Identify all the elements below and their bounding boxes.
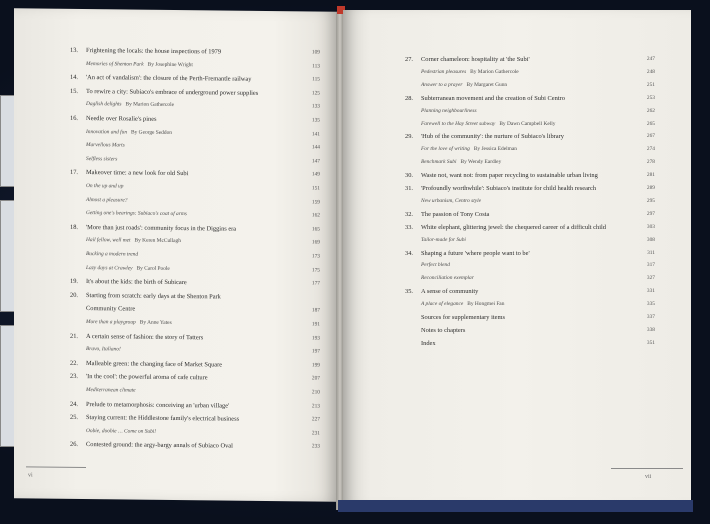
entry-title bbox=[421, 198, 481, 204]
entry-title bbox=[421, 172, 598, 179]
toc-chapter-entry bbox=[64, 115, 320, 127]
page-number: 295 bbox=[646, 197, 655, 204]
entry-title bbox=[86, 428, 156, 435]
entry-title bbox=[421, 288, 478, 295]
folio-rule bbox=[26, 466, 86, 468]
toc-chapter-entry bbox=[399, 95, 655, 104]
entry-title-text: Answer to a prayer bbox=[421, 81, 463, 88]
chapter-number: 22. bbox=[70, 359, 78, 367]
entry-title-text: A certain sense of fashion: the story of Tatters bbox=[86, 332, 204, 341]
toc-sub-entry bbox=[64, 346, 320, 358]
entry-title bbox=[421, 250, 530, 257]
entry-title bbox=[86, 278, 187, 286]
entry-title bbox=[86, 265, 170, 272]
page-number: 177 bbox=[311, 280, 320, 287]
entry-title bbox=[86, 210, 187, 217]
right-page bbox=[343, 10, 691, 505]
entry-title bbox=[421, 314, 505, 321]
chapter-number: 17. bbox=[70, 169, 78, 177]
page-number: 133 bbox=[311, 103, 320, 110]
entry-title-text: Pedestrian pleasures bbox=[421, 68, 467, 75]
page-number: 191 bbox=[311, 321, 320, 328]
entry-author: By George Seddon bbox=[131, 129, 172, 136]
entry-title-text: Sources for supplementary items bbox=[421, 314, 505, 321]
chapter-number: 15. bbox=[70, 87, 78, 95]
page-number: 274 bbox=[646, 146, 655, 153]
entry-title bbox=[86, 88, 258, 97]
page-number: 317 bbox=[646, 262, 655, 269]
entry-title-text: Staying current: the Hiddlestone family's electrical business bbox=[86, 414, 240, 423]
entry-title bbox=[421, 121, 555, 127]
entry-title bbox=[86, 441, 233, 450]
page-number: 303 bbox=[646, 223, 655, 230]
entry-title-text: Bucking a modern trend bbox=[86, 251, 139, 258]
entry-title bbox=[421, 146, 517, 152]
entry-title-text: Subterranean movement and the creation of Subi Centro bbox=[421, 94, 565, 102]
entry-title-text: 'More than just roads': community focus in the Diggins era bbox=[86, 223, 237, 233]
toc-chapter-entry bbox=[64, 278, 320, 290]
toc-sub-entry bbox=[64, 251, 320, 263]
toc-sub-entry bbox=[399, 146, 655, 155]
toc-chapter-entry bbox=[64, 360, 320, 372]
entry-title-text: Corner chameleon: hospitality at 'the Subi' bbox=[421, 56, 530, 63]
page-number: 193 bbox=[311, 335, 320, 342]
entry-author: By Jessica Edelman bbox=[473, 146, 517, 153]
entry-title-text: White elephant, glittering jewel: the chequered career of a difficult child bbox=[421, 223, 606, 231]
entry-title-text: Frightening the locals: the house inspections of 1979 bbox=[86, 47, 222, 56]
chapter-number: 26. bbox=[70, 441, 78, 449]
toc-sub-entry bbox=[64, 60, 320, 72]
entry-author: By Dawn Campbell Kelly bbox=[499, 120, 556, 127]
page-number: 113 bbox=[312, 63, 320, 70]
entry-title-text: Notes to chapters bbox=[421, 326, 466, 334]
page-number: 162 bbox=[311, 212, 320, 219]
entry-title bbox=[421, 327, 465, 334]
folio-rule bbox=[611, 468, 683, 469]
toc-chapter-entry bbox=[64, 224, 320, 236]
entry-title bbox=[421, 301, 504, 307]
entry-title bbox=[86, 251, 138, 258]
entry-title-text: To rewire a city: Subiaco's embrace of underground power supplies bbox=[86, 87, 259, 97]
entry-title-text: 'An act of vandalism': the closure of the Perth-Fremantle railway bbox=[86, 74, 252, 83]
entry-title-text: Bravo, Italiano! bbox=[86, 346, 121, 353]
toc-chapter-entry bbox=[399, 185, 655, 194]
toc-chapter-entry bbox=[64, 373, 320, 385]
toc-chapter-entry bbox=[399, 314, 655, 323]
entry-title-text: Selfless sisters bbox=[86, 155, 118, 163]
chapter-number: 29. bbox=[405, 133, 413, 141]
entry-title-text: Shaping a future 'where people want to be' bbox=[421, 249, 530, 257]
page-number: 289 bbox=[646, 185, 655, 191]
entry-title bbox=[421, 237, 466, 243]
toc-chapter-entry bbox=[64, 400, 320, 412]
entry-title bbox=[421, 108, 477, 114]
toc-chapter-entry bbox=[399, 250, 655, 259]
page-number: 247 bbox=[646, 56, 655, 62]
entry-title bbox=[86, 169, 188, 177]
entry-title-text: Oobie, doobie … Come on Subi! bbox=[86, 427, 157, 435]
entry-author: By Margaret Gunn bbox=[466, 81, 508, 88]
entry-title bbox=[86, 373, 208, 381]
page-number: 141 bbox=[311, 131, 320, 138]
entry-title-text: Index bbox=[421, 339, 436, 347]
toc-sub-entry bbox=[399, 121, 655, 130]
page-folio: vii bbox=[645, 474, 652, 480]
entry-title bbox=[421, 82, 507, 88]
entry-title-text: Marvellous Marts bbox=[86, 142, 125, 149]
entry-title bbox=[86, 115, 157, 123]
toc-chapter-entry bbox=[64, 88, 320, 100]
toc-sub-entry bbox=[64, 156, 320, 168]
entry-author: By Hongmei Fan bbox=[467, 301, 505, 308]
toc-sub-entry bbox=[64, 183, 320, 195]
page-number: 311 bbox=[647, 249, 655, 256]
toc-chapter-entry bbox=[399, 224, 655, 233]
toc-sub-entry bbox=[399, 159, 655, 168]
entry-title-text: Almost a pleasure? bbox=[86, 196, 128, 204]
page-number: 207 bbox=[311, 375, 320, 382]
entry-title-text: 'Profoundly worthwhile': Subiaco's institute for child health research bbox=[421, 185, 597, 192]
page-folio: vi bbox=[28, 472, 33, 479]
page-number: 253 bbox=[646, 94, 655, 101]
page-number: 187 bbox=[311, 307, 320, 314]
entry-title-text: Reconciliation exemplar bbox=[421, 275, 474, 282]
page-number: 233 bbox=[311, 443, 320, 450]
page-number: 197 bbox=[311, 348, 320, 355]
page-number: 338 bbox=[646, 326, 655, 333]
toc-sub-entry bbox=[64, 428, 320, 440]
page-number: 149 bbox=[311, 171, 320, 178]
entry-title bbox=[86, 292, 221, 300]
page-number: 308 bbox=[646, 236, 655, 243]
entry-title bbox=[86, 47, 221, 55]
page-number: 213 bbox=[311, 403, 320, 410]
page-number: 115 bbox=[312, 76, 320, 83]
chapter-number: 23. bbox=[70, 373, 78, 381]
toc-chapter-entry bbox=[64, 169, 320, 181]
page-number: 227 bbox=[311, 416, 320, 423]
entry-title bbox=[86, 101, 174, 108]
toc-chapter-entry bbox=[399, 133, 655, 142]
entry-title bbox=[86, 360, 222, 368]
page-number: 278 bbox=[646, 159, 655, 166]
chapter-number: 24. bbox=[70, 400, 78, 408]
page-number: 327 bbox=[646, 275, 655, 282]
page-number: 251 bbox=[646, 81, 655, 88]
entry-title-text: 'In the cool': the powerful aroma of cafe culture bbox=[86, 373, 208, 382]
page-number: 297 bbox=[646, 210, 655, 217]
entry-title bbox=[421, 159, 501, 165]
entry-author: By Carol Poole bbox=[136, 265, 170, 272]
entry-title bbox=[421, 69, 519, 75]
entry-title bbox=[86, 142, 125, 148]
entry-title-text: For the love of writing bbox=[421, 146, 470, 153]
page-number: 248 bbox=[646, 68, 655, 75]
entry-title-text: Memories of Shenton Park bbox=[86, 60, 144, 68]
chapter-number: 20. bbox=[70, 291, 78, 299]
entry-title bbox=[421, 262, 450, 268]
chapter-number: 31. bbox=[405, 185, 413, 192]
page-number: 265 bbox=[646, 120, 655, 127]
page-number: 135 bbox=[311, 117, 320, 124]
chapter-number: 33. bbox=[405, 223, 413, 231]
entry-title-text: Hail fellow, well met bbox=[86, 237, 131, 244]
toc-sub-entry bbox=[399, 108, 655, 117]
page-number: 173 bbox=[311, 253, 320, 260]
toc-sub-entry bbox=[64, 387, 320, 399]
page-number: 125 bbox=[311, 90, 320, 97]
page-number: 109 bbox=[311, 49, 320, 56]
chapter-number: 21. bbox=[70, 332, 78, 340]
entry-title bbox=[86, 401, 229, 409]
book-cover-edge bbox=[338, 500, 693, 512]
entry-author: By Marion Gathercole bbox=[125, 101, 174, 109]
chapter-number: 32. bbox=[405, 210, 413, 218]
entry-title bbox=[86, 156, 117, 162]
left-page bbox=[14, 8, 338, 501]
entry-title bbox=[86, 305, 135, 313]
chapter-number: 30. bbox=[405, 172, 413, 180]
page-number: 159 bbox=[311, 199, 320, 206]
entry-title bbox=[86, 197, 127, 203]
page-number: 267 bbox=[646, 133, 655, 140]
page-number: 331 bbox=[646, 288, 655, 295]
toc-sub-entry bbox=[399, 82, 655, 91]
toc-sub-entry bbox=[64, 319, 320, 331]
toc-chapter-entry bbox=[399, 327, 655, 336]
entry-title bbox=[86, 333, 203, 341]
toc-sub-entry bbox=[64, 142, 320, 154]
entry-title bbox=[86, 61, 193, 68]
entry-title-text: Farewell to the Hay Street subway bbox=[421, 120, 496, 127]
entry-author: By Marion Gathercole bbox=[470, 68, 519, 75]
entry-title bbox=[421, 133, 564, 140]
chapter-number: 28. bbox=[405, 94, 413, 102]
page-number: 262 bbox=[646, 107, 655, 114]
toc-chapter-entry bbox=[64, 332, 320, 344]
chapter-number: 19. bbox=[70, 278, 78, 286]
toc-sub-entry bbox=[64, 101, 320, 113]
page-number: 147 bbox=[311, 158, 320, 165]
entry-title-text: Malleable green: the changing face of Market Square bbox=[86, 359, 223, 369]
entry-title-text: Prelude to metamorphosis: conceiving an 'urban village' bbox=[86, 400, 230, 410]
entry-author: By Josephine Wright bbox=[147, 61, 193, 68]
entry-title-text: A place of elegance bbox=[421, 301, 464, 308]
entry-title bbox=[421, 224, 606, 231]
entry-title-text: Daglish delights bbox=[86, 101, 122, 108]
toc-chapter-entry bbox=[64, 47, 320, 59]
entry-title-text: New urbanism, Centro style bbox=[421, 197, 481, 204]
toc-chapter-entry bbox=[399, 56, 655, 65]
entry-title bbox=[421, 340, 436, 347]
entry-title bbox=[86, 74, 251, 83]
toc-chapter-entry bbox=[399, 172, 655, 181]
chapter-number: 13. bbox=[70, 46, 78, 54]
toc-chapter-entry bbox=[399, 211, 655, 220]
toc-chapter-entry bbox=[64, 441, 320, 453]
entry-title-text: On the up and up bbox=[86, 183, 124, 190]
toc-chapter-entry bbox=[399, 288, 655, 297]
entry-title bbox=[86, 414, 239, 423]
entry-author: By Anne Yates bbox=[139, 319, 172, 326]
page-number: 199 bbox=[311, 362, 320, 369]
entry-title bbox=[421, 211, 489, 218]
toc-list bbox=[64, 46, 320, 450]
toc-sub-entry bbox=[399, 237, 655, 246]
entry-title bbox=[421, 95, 565, 102]
toc-sub-entry bbox=[64, 210, 320, 222]
chapter-number: 27. bbox=[405, 56, 413, 63]
toc-sub-entry bbox=[399, 69, 655, 78]
toc-chapter-entry bbox=[399, 340, 655, 349]
entry-title bbox=[86, 183, 123, 189]
page-number: 337 bbox=[646, 314, 655, 320]
entry-title-text: Mediterranean climate bbox=[86, 387, 136, 394]
entry-title-text: The passion of Tony Costa bbox=[421, 210, 490, 218]
toc-sub-entry bbox=[64, 196, 320, 208]
entry-author: By Keren McCullagh bbox=[134, 237, 181, 245]
toc-sub-entry bbox=[64, 128, 320, 140]
entry-title-text: 'Hub of the community': the nurture of Subiaco's library bbox=[421, 133, 564, 141]
entry-title bbox=[421, 275, 474, 281]
chapter-number: 16. bbox=[70, 114, 78, 122]
entry-title-text: Waste not, want not: from paper recycling to sustainable urban living bbox=[421, 172, 598, 180]
page-number: 351 bbox=[646, 339, 655, 346]
entry-title-text: Benchmark Subi bbox=[421, 159, 457, 166]
page-number: 165 bbox=[311, 226, 320, 233]
entry-title-text: Needle over Rosalie's pines bbox=[86, 115, 157, 123]
page-number: 175 bbox=[311, 267, 320, 274]
entry-author: By Wendy Eardley bbox=[460, 159, 502, 166]
page-number: 281 bbox=[646, 172, 655, 179]
entry-title bbox=[86, 387, 136, 394]
toc-sub-entry bbox=[64, 237, 320, 249]
page-number: 335 bbox=[646, 301, 655, 308]
entry-title-text: It's about the kids: the birth of Subicare bbox=[86, 278, 187, 287]
entry-title-text: Makeover time: a new look for old Subi bbox=[86, 169, 189, 178]
chapter-number: 34. bbox=[405, 249, 413, 257]
entry-title-text: Community Centre bbox=[86, 305, 136, 313]
entry-title bbox=[86, 237, 181, 244]
entry-title bbox=[421, 56, 530, 63]
chapter-number: 14. bbox=[70, 74, 78, 82]
entry-title-text: More than a playgroup bbox=[86, 319, 136, 326]
toc-sub-entry bbox=[399, 198, 655, 207]
entry-title-text: Perfect blend bbox=[421, 262, 450, 269]
entry-title-text: Planning neighbourliness bbox=[421, 107, 477, 114]
chapter-number: 25. bbox=[70, 414, 78, 422]
page-number: 144 bbox=[311, 144, 320, 151]
entry-title bbox=[86, 319, 172, 326]
entry-title-text: Lazy days at Crawley bbox=[86, 264, 133, 272]
entry-title-text: Tailor-made for Subi bbox=[421, 236, 466, 243]
page-number: 210 bbox=[311, 389, 320, 396]
entry-title bbox=[86, 224, 236, 233]
chapter-number: 35. bbox=[405, 288, 413, 296]
toc-sub-entry bbox=[64, 264, 320, 276]
toc-chapter-entry bbox=[64, 74, 320, 86]
toc-chapter-entry bbox=[64, 292, 320, 304]
page-number: 231 bbox=[311, 430, 320, 437]
page-number: 151 bbox=[311, 185, 320, 192]
entry-title bbox=[421, 185, 596, 192]
entry-title-text: Starting from scratch: early days at the Shenton Park bbox=[86, 291, 221, 301]
entry-title-text: A sense of community bbox=[421, 288, 479, 296]
toc-chapter-entry bbox=[64, 414, 320, 426]
entry-title-text: Innovation and fun bbox=[86, 128, 128, 136]
toc-sub-entry bbox=[399, 275, 655, 284]
page-number: 169 bbox=[311, 239, 320, 246]
entry-title bbox=[86, 129, 172, 136]
entry-title-text: Contested ground: the argy-bargy annals of Subiaco Oval bbox=[86, 441, 233, 450]
entry-title bbox=[86, 346, 121, 352]
entry-title-text: Getting one's bearings: Subiaco's coat of arms bbox=[86, 210, 187, 218]
toc-sub-entry bbox=[399, 301, 655, 310]
toc-sub-entry bbox=[399, 262, 655, 271]
toc-chapter-entry bbox=[64, 305, 320, 317]
chapter-number: 18. bbox=[70, 223, 78, 231]
